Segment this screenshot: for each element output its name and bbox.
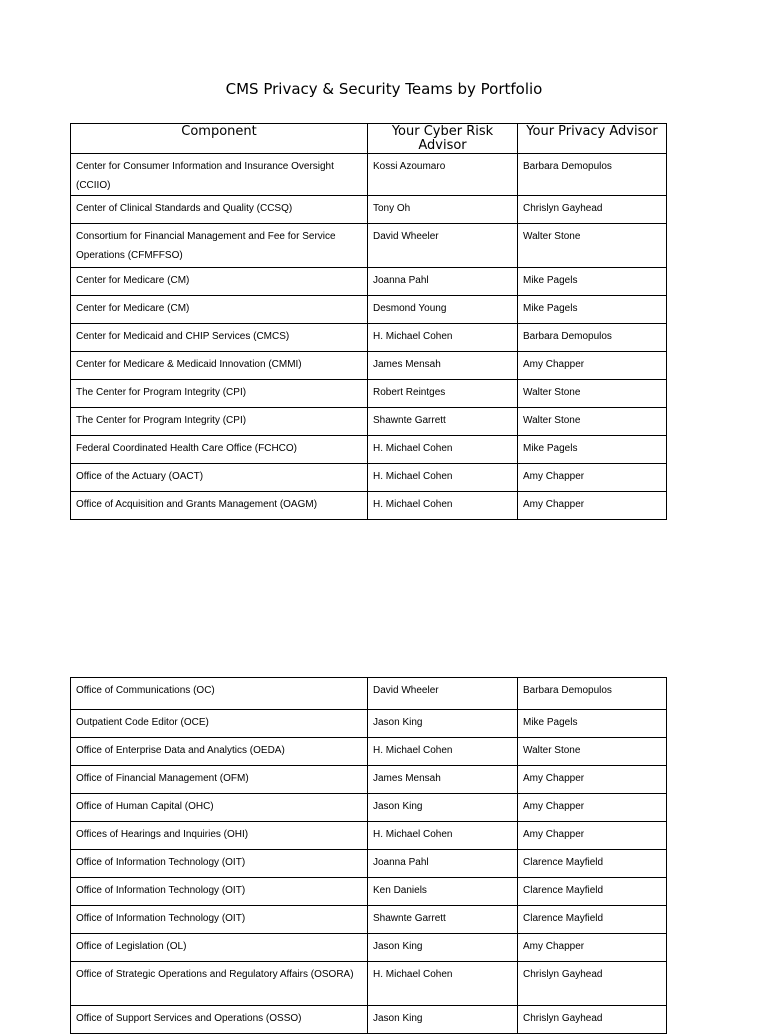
- table-row: [71, 934, 667, 962]
- cell-privacy-advisor: Mike Pagels: [518, 710, 667, 738]
- table-row: [71, 738, 667, 766]
- cell-component: Center for Medicaid and CHIP Services (CMCS): [71, 324, 368, 352]
- cell-cyber-risk-advisor: Jason King: [368, 794, 518, 822]
- cell-privacy-advisor: Walter Stone: [518, 224, 667, 268]
- cell-privacy-advisor: Walter Stone: [518, 408, 667, 436]
- table-header-row: [71, 124, 667, 154]
- cell-privacy-advisor: Barbara Demopulos: [518, 324, 667, 352]
- cell-privacy-advisor: Clarence Mayfield: [518, 850, 667, 878]
- cell-component: Consortium for Financial Management and Fee for Service Operations (CFMFFSO): [71, 224, 368, 268]
- table-row: [71, 678, 667, 710]
- table-row: [71, 962, 667, 1006]
- cell-component: Federal Coordinated Health Care Office (FCHCO): [71, 436, 368, 464]
- cell-privacy-advisor: Amy Chapper: [518, 352, 667, 380]
- cell-privacy-advisor: Barbara Demopulos: [518, 154, 667, 196]
- cell-component: Office of the Actuary (OACT): [71, 464, 368, 492]
- table-row: [71, 224, 667, 268]
- cell-cyber-risk-advisor: Jason King: [368, 710, 518, 738]
- cell-component: Office of Support Services and Operations (OSSO): [71, 1006, 368, 1034]
- cell-privacy-advisor: Chrislyn Gayhead: [518, 196, 667, 224]
- cell-privacy-advisor: Amy Chapper: [518, 464, 667, 492]
- cell-cyber-risk-advisor: Joanna Pahl: [368, 268, 518, 296]
- cell-cyber-risk-advisor: H. Michael Cohen: [368, 324, 518, 352]
- cell-component: Office of Strategic Operations and Regulatory Affairs (OSORA): [71, 962, 368, 1006]
- table-row: [71, 464, 667, 492]
- table-row: [71, 324, 667, 352]
- cell-cyber-risk-advisor: Desmond Young: [368, 296, 518, 324]
- cell-component: Center of Clinical Standards and Quality (CCSQ): [71, 196, 368, 224]
- cell-component: Office of Information Technology (OIT): [71, 850, 368, 878]
- table-row: [71, 268, 667, 296]
- table-row: [71, 380, 667, 408]
- table-row: [71, 766, 667, 794]
- cell-privacy-advisor: Amy Chapper: [518, 822, 667, 850]
- cell-component: Center for Consumer Information and Insurance Oversight (CCIIO): [71, 154, 368, 196]
- cell-cyber-risk-advisor: H. Michael Cohen: [368, 962, 518, 1006]
- table-row: [71, 878, 667, 906]
- cell-component: The Center for Program Integrity (CPI): [71, 408, 368, 436]
- header-cyber-risk-advisor: Your Cyber Risk Advisor: [368, 124, 518, 154]
- cell-privacy-advisor: Mike Pagels: [518, 436, 667, 464]
- cell-cyber-risk-advisor: Joanna Pahl: [368, 850, 518, 878]
- cell-component: Center for Medicare (CM): [71, 268, 368, 296]
- cell-privacy-advisor: Clarence Mayfield: [518, 878, 667, 906]
- table-row: [71, 906, 667, 934]
- cell-component: Offices of Hearings and Inquiries (OHI): [71, 822, 368, 850]
- table-row: [71, 154, 667, 196]
- cell-cyber-risk-advisor: Jason King: [368, 934, 518, 962]
- cell-cyber-risk-advisor: James Mensah: [368, 352, 518, 380]
- cell-component: Center for Medicare & Medicaid Innovation (CMMI): [71, 352, 368, 380]
- page-title: CMS Privacy & Security Teams by Portfolio: [225, 80, 543, 98]
- cell-privacy-advisor: Amy Chapper: [518, 492, 667, 520]
- table-row: [71, 492, 667, 520]
- cell-cyber-risk-advisor: Robert Reintges: [368, 380, 518, 408]
- cell-privacy-advisor: Clarence Mayfield: [518, 906, 667, 934]
- cell-component: Office of Information Technology (OIT): [71, 906, 368, 934]
- cell-privacy-advisor: Barbara Demopulos: [518, 678, 667, 710]
- cell-cyber-risk-advisor: Shawnte Garrett: [368, 906, 518, 934]
- cell-component: Office of Enterprise Data and Analytics (OEDA): [71, 738, 368, 766]
- cell-cyber-risk-advisor: H. Michael Cohen: [368, 822, 518, 850]
- cell-cyber-risk-advisor: James Mensah: [368, 766, 518, 794]
- teams-table-2: [70, 677, 667, 1034]
- cell-cyber-risk-advisor: Jason King: [368, 1006, 518, 1034]
- cell-component: Office of Acquisition and Grants Management (OAGM): [71, 492, 368, 520]
- header-component: Component: [71, 124, 368, 154]
- table-row: [71, 352, 667, 380]
- cell-component: Office of Financial Management (OFM): [71, 766, 368, 794]
- cell-component: Office of Information Technology (OIT): [71, 878, 368, 906]
- cell-cyber-risk-advisor: H. Michael Cohen: [368, 436, 518, 464]
- header-privacy-advisor: Your Privacy Advisor: [518, 124, 667, 154]
- cell-component: Office of Legislation (OL): [71, 934, 368, 962]
- cell-cyber-risk-advisor: Kossi Azoumaro: [368, 154, 518, 196]
- cell-cyber-risk-advisor: Tony Oh: [368, 196, 518, 224]
- cell-component: Office of Communications (OC): [71, 678, 368, 710]
- cell-cyber-risk-advisor: David Wheeler: [368, 224, 518, 268]
- table-row: [71, 850, 667, 878]
- table-row: [71, 710, 667, 738]
- cell-privacy-advisor: Mike Pagels: [518, 268, 667, 296]
- cell-privacy-advisor: Mike Pagels: [518, 296, 667, 324]
- cell-privacy-advisor: Amy Chapper: [518, 766, 667, 794]
- cell-cyber-risk-advisor: David Wheeler: [368, 678, 518, 710]
- table-row: [71, 296, 667, 324]
- cell-privacy-advisor: Amy Chapper: [518, 934, 667, 962]
- cell-component: Outpatient Code Editor (OCE): [71, 710, 368, 738]
- cell-privacy-advisor: Amy Chapper: [518, 794, 667, 822]
- cell-component: Center for Medicare (CM): [71, 296, 368, 324]
- table-row: [71, 408, 667, 436]
- cell-privacy-advisor: Walter Stone: [518, 738, 667, 766]
- cell-cyber-risk-advisor: Shawnte Garrett: [368, 408, 518, 436]
- cell-component: Office of Human Capital (OHC): [71, 794, 368, 822]
- teams-table-1: [70, 123, 667, 520]
- cell-privacy-advisor: Walter Stone: [518, 380, 667, 408]
- table-row: [71, 794, 667, 822]
- cell-cyber-risk-advisor: Ken Daniels: [368, 878, 518, 906]
- cell-cyber-risk-advisor: H. Michael Cohen: [368, 738, 518, 766]
- cell-cyber-risk-advisor: H. Michael Cohen: [368, 492, 518, 520]
- cell-cyber-risk-advisor: H. Michael Cohen: [368, 464, 518, 492]
- cell-privacy-advisor: Chrislyn Gayhead: [518, 1006, 667, 1034]
- table-row: [71, 1006, 667, 1034]
- cell-component: The Center for Program Integrity (CPI): [71, 380, 368, 408]
- table-row: [71, 436, 667, 464]
- table-row: [71, 822, 667, 850]
- table-row: [71, 196, 667, 224]
- cell-privacy-advisor: Chrislyn Gayhead: [518, 962, 667, 1006]
